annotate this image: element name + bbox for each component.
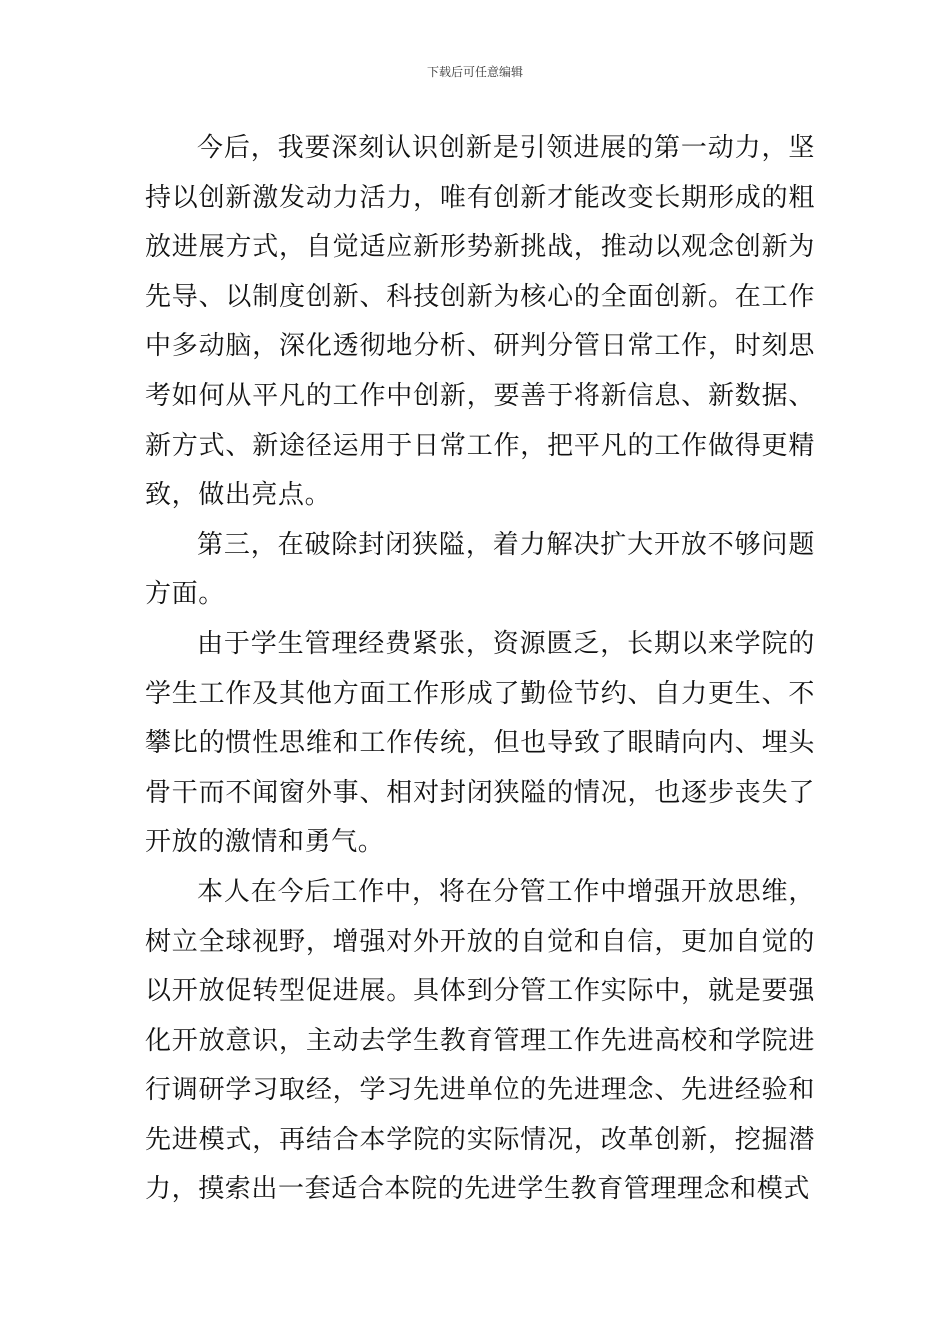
paragraph-innovation: 今后，我要深刻认识创新是引领进展的第一动力，坚持以创新激发动力活力，唯有创新才能改变长期形成的粗放进展方式，自觉适应新形势新挑战，推动以观念创新为先导、以制度创新、科技创新为核心的全面创新。在工作中多动脑，深化透彻地分析、研判分管日常工作，时刻思考如何从平凡的工作中创新，要善于将新信息、新数据、新方式、新途径运用于日常工作，把平凡的工作做得更精致，做出亮点。 (145, 133, 815, 511)
document-body (145, 124, 815, 1215)
paragraph-section-three-heading: 第三，在破除封闭狭隘，着力解决扩大开放不够问题方面。 (145, 529, 815, 610)
paragraph-background: 由于学生管理经费紧张，资源匮乏，长期以来学院的学生工作及其他方面工作形成了勤俭节约、自力更生、不攀比的惯性思维和工作传统，但也导致了眼睛向内、埋头骨干而不闻窗外事、相对封闭狭隘的情况，也逐步丧失了开放的激情和勇气。 (145, 628, 815, 858)
page-header: 下载后可任意编辑 (426, 65, 523, 79)
paragraph-opening-up: 本人在今后工作中，将在分管工作中增强开放思维，树立全球视野，增强对外开放的自觉和自信，更加自觉的以开放促转型促进展。具体到分管工作实际中，就是要强化开放意识，主动去学生教育管理工作先进高校和学院进行调研学习取经，学习先进单位的先进理念、先进经验和先进模式，再结合本学院的实际情况，改革创新，挖掘潜力，摸索出一套适合本院的先进学生教育管理理念和模式 (145, 876, 815, 1205)
